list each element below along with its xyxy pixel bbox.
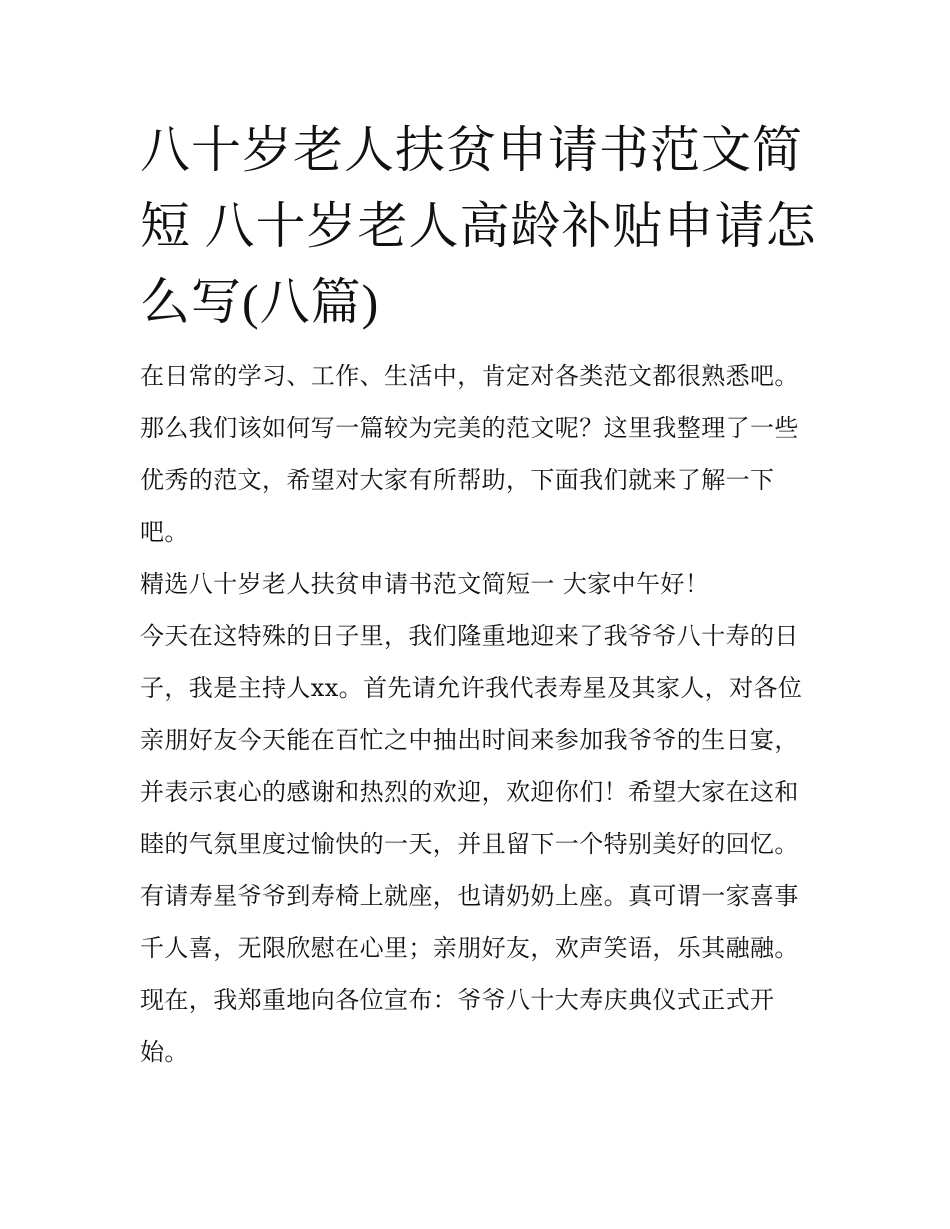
- document-body: [140, 112, 820, 1078]
- body-paragraph: 有请寿星爷爷到寿椅上就座，也请奶奶上座。真可谓一家喜事千人喜，无限欣慰在心里；亲朋好友，欢声笑语，乐其融融。现在，我郑重地向各位宣布：爷爷八十大寿庆典仪式正式开始。: [140, 882, 799, 1066]
- intro-paragraph: 在日常的学习、工作、生活中，肯定对各类范文都很熟悉吧。那么我们该如何写一篇较为完美的范文呢？这里我整理了一些优秀的范文，希望对大家有所帮助，下面我们就来了解一下吧。: [140, 362, 799, 546]
- section-heading-paragraph: 精选八十岁老人扶贫申请书范文简短一 大家中午好！: [140, 570, 710, 598]
- body-paragraph: 今天在这特殊的日子里，我们隆重地迎来了我爷爷八十寿的日子，我是主持人xx。首先请允许我代表寿星及其家人，对各位亲朋好友今天能在百忙之中抽出时间来参加我爷爷的生日宴，并表示衷心的感谢和热烈的欢迎，欢迎你们！希望大家在这和睦的气氛里度过愉快的一天，并且留下一个特别美好的回忆。: [140, 622, 803, 858]
- document-title: 八十岁老人扶贫申请书范文简短 八十岁老人高龄补贴申请怎么写(八篇): [140, 122, 817, 330]
